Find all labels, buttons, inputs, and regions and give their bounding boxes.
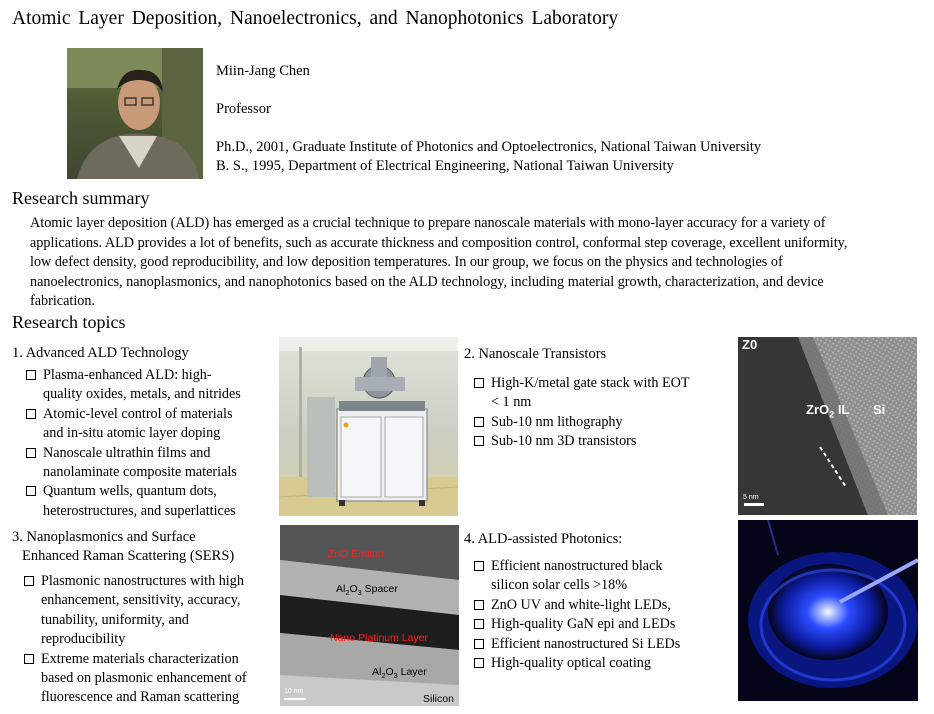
tem-scale-bar: 5 nm — [743, 494, 759, 501]
sers-label-al2o3-layer: $Al_2O_3$ Layer — [372, 666, 427, 681]
list-item: Atomic-level control of materials and in-situ atomic layer doping — [26, 405, 241, 444]
tem-label-z0: Z0 — [742, 337, 758, 352]
list-item: Plasmonic nanostructures with high enhancement, sensitivity, accuracy, tunability, uniformity, and reproducibility — [24, 572, 247, 650]
ald-equipment-photo — [279, 337, 458, 516]
list-item: High-K/metal gate stack with EOT < 1 nm — [474, 374, 690, 413]
tem-label-si: Si — [873, 402, 886, 417]
sers-cross-section-image — [280, 525, 459, 706]
list-item: Nanoscale ultrathin films and nanolaminate composite materials — [26, 444, 241, 483]
sers-label-spacer: $Al_2O_3$ Spacer — [336, 583, 398, 598]
list-item: ZnO UV and white-light LEDs, — [474, 596, 680, 615]
sers-label-platinum: Nano Platinum Layer — [330, 632, 429, 644]
sers-label-silicon: Silicon — [423, 693, 454, 705]
list-item: Sub-10 nm 3D transistors — [474, 432, 690, 451]
led-emission-photo — [738, 520, 918, 701]
topic-1-list — [26, 366, 241, 521]
research-topics-heading: Research topics — [12, 312, 126, 332]
page-title: Atomic Layer Deposition, Nanoelectronics, and Nanophotonics Laboratory — [12, 8, 619, 29]
topic-4-list — [474, 557, 680, 673]
tem-micrograph — [738, 337, 917, 515]
research-summary-heading: Research summary — [12, 188, 150, 208]
list-item: High-quality optical coating — [474, 654, 680, 673]
professor-name: Miin-Jang Chen — [216, 63, 310, 79]
research-summary-text: Atomic layer deposition (ALD) has emerged as a crucial technique to prepare nanoscale materials with mono-layer accuracy for a variety of applications. ALD provides a lot of benefits, such as accurate thickness and composition control, conformal step coverage, excellent uniformity, low defect density, good reproducibility, and low deposition temperatures. In our group, we focus on the physics and technologies of nanoelectronics, nanoplasmonics, and nanophotonics based on the ALD technology, including material growth, characterization, and device fabrication. — [30, 215, 848, 310]
professor-position: Professor — [216, 101, 271, 117]
professor-photo — [67, 48, 203, 179]
topic-3-title-line1: 3. Nanoplasmonics and Surface — [12, 529, 196, 545]
topic-2-title: 2. Nanoscale Transistors — [464, 346, 607, 362]
list-item: Efficient nanostructured Si LEDs — [474, 635, 680, 654]
topic-4-title: 4. ALD-assisted Photonics: — [464, 531, 623, 547]
tem-label-zro2-il: ZrO$_2$ IL — [806, 402, 850, 420]
list-item: Extreme materials characterization based on plasmonic enhancement of fluorescence and Raman scattering — [24, 650, 247, 708]
list-item: High-quality GaN epi and LEDs — [474, 615, 680, 634]
list-item: Efficient nanostructured black silicon solar cells >18% — [474, 557, 680, 596]
education-bs: B. S., 1995, Department of Electrical Engineering, National Taiwan University — [216, 158, 674, 174]
sers-scale-bar: 10 nm — [284, 688, 304, 695]
education-phd: Ph.D., 2001, Graduate Institute of Photonics and Optoelectronics, National Taiwan University — [216, 139, 762, 155]
list-item: Sub-10 nm lithography — [474, 413, 690, 432]
list-item: Quantum wells, quantum dots, heterostructures, and superlattices — [26, 482, 241, 521]
topic-1-title: 1. Advanced ALD Technology — [12, 345, 189, 361]
topic-3-title-line2: Enhanced Raman Scattering (SERS) — [22, 548, 235, 564]
sers-label-emitter: ZnO Emitter — [328, 548, 385, 560]
topic-3-list — [24, 572, 247, 708]
list-item: Plasma-enhanced ALD: high- quality oxides, metals, and nitrides — [26, 366, 241, 405]
topic-2-list — [474, 374, 690, 452]
